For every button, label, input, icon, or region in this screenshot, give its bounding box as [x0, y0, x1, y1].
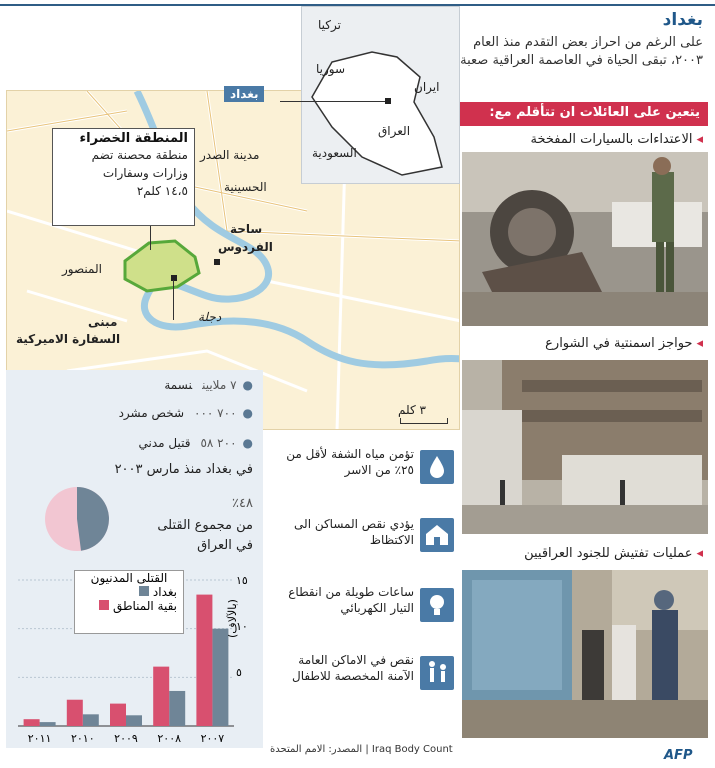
label-scale: ٣ كلم: [398, 403, 426, 417]
label-mansour: المنصور: [62, 262, 102, 276]
stat-population: ●٧ ملاييننسمة: [164, 378, 253, 392]
icon-text-water: تؤمن مياه الشفة لأقل من ٢٥٪ من الاسر: [286, 447, 414, 477]
afp-logo: AFP: [664, 748, 693, 763]
pie-slice-baghdad: [77, 487, 109, 551]
chart-legend: [74, 570, 184, 634]
bar-rest-3: [67, 700, 83, 726]
inset-label-syria: سوريا: [316, 62, 346, 76]
bar-rest-2: [110, 704, 126, 726]
pie-percent: ٤٨٪: [232, 496, 253, 511]
inset-label-iran: ايران: [414, 80, 440, 94]
x-tick-label: ٢٠٠٩: [114, 732, 138, 745]
page-title: بغداد: [662, 10, 703, 30]
bar-baghdad-3: [83, 714, 99, 726]
pie-text-2: في العراق: [197, 538, 253, 553]
inset-baghdad-marker: [385, 98, 391, 104]
green-zone-line1: منطقة محصنة تضم: [91, 148, 188, 162]
inset-label-turkey: تركيا: [318, 18, 341, 32]
chart-title: القتلى المدنيون: [90, 571, 168, 585]
icon-text-power: ساعات طويلة من انقطاع التيار الكهربائي: [288, 585, 414, 615]
pie-chart: [42, 484, 112, 558]
x-tick-label: ٢٠٠٧: [200, 732, 225, 745]
inset-leader-line: [280, 101, 385, 102]
bar-baghdad-1: [169, 691, 185, 726]
water-drop-icon: [420, 450, 454, 484]
bar-rest-1: [153, 667, 169, 726]
children-icon: [420, 656, 454, 690]
pie-text-1: من مجموع القتلى: [157, 518, 253, 533]
inset-label-iraq: العراق: [378, 124, 411, 138]
green-zone-title: المنطقة الخضراء: [79, 131, 188, 146]
embassy-leader-line: [173, 280, 174, 320]
green-zone-area: ١٤،٥ كلم٢: [136, 184, 188, 198]
photo-checkpoint: [462, 570, 708, 738]
bar-baghdad-4: [40, 722, 56, 726]
label-firdos-2: الفردوس: [218, 240, 273, 254]
chart-x-labels: [28, 732, 225, 745]
challenges-bar: يتعين على العائلات ان تتأقلم مع:: [460, 102, 708, 126]
legend-item-baghdad: بغداد: [75, 585, 183, 599]
label-tigris: دجلة: [198, 310, 222, 324]
bar-rest-4: [24, 719, 40, 726]
scale-bar: [400, 418, 448, 424]
source-line: المصدر: الامم المتحدة | Iraq Body Count: [270, 744, 453, 755]
x-tick-label: ٢٠١٠: [70, 732, 95, 745]
y-axis-label: (بالآلاف): [226, 599, 239, 638]
label-husseiniya: الحسينية: [224, 180, 267, 194]
baghdad-tag: بغداد: [224, 86, 264, 102]
caption-barriers: ◂حواجز اسمنتية في الشوارع: [545, 336, 703, 351]
label-embassy-2: السفارة الاميركية: [16, 332, 121, 346]
green-zone-line2: وزارات وسفارات: [102, 166, 188, 180]
green-zone-leader-line: [150, 226, 151, 250]
stat-civilians-killed: ●٢٠٠ ٥٨قتيل مدني: [138, 436, 253, 450]
stat-displaced: ●٧٠٠ ٠٠٠شخص مشرد: [118, 406, 253, 420]
y-tick-15: ١٥: [236, 574, 248, 587]
embassy-marker: [171, 275, 177, 281]
inset-label-saudi: السعودية: [312, 146, 357, 160]
green-zone-callout: [52, 128, 195, 226]
y-tick-5: ٥: [236, 666, 242, 679]
y-tick-10: ١٠: [236, 620, 248, 633]
caption-car-bombs: ◂الاعتداءات بالسيارات المفخخة: [530, 132, 703, 147]
label-embassy-1: مبنى: [88, 315, 118, 329]
stat-since-note: في بغداد منذ مارس ٢٠٠٣: [114, 462, 253, 477]
label-firdos-1: ساحة: [230, 222, 263, 236]
label-sadr-city: مدينة الصدر: [200, 148, 260, 162]
lightbulb-icon: [420, 588, 454, 622]
caption-checkpoints: ◂عمليات تفتيش للجنود العراقيين: [524, 546, 703, 561]
photo-barriers: [462, 360, 708, 534]
intro-text: على الرغم من احراز بعض التقدم منذ العام ٢٠٠٣، تبقى الحياة في العاصمة العراقية صعبة: [460, 35, 703, 68]
bar-baghdad-2: [126, 715, 142, 726]
bar-baghdad-0: [212, 629, 228, 726]
green-zone-area: [125, 241, 199, 291]
x-tick-label: ٢٠١١: [27, 732, 52, 745]
firdos-marker: [214, 259, 220, 265]
bar-rest-0: [196, 595, 212, 726]
legend-item-rest: بقية المناطق: [75, 599, 183, 613]
house-icon: [420, 518, 454, 552]
photo-car-bomb: [462, 152, 708, 326]
icon-text-housing: يؤدي نقص المساكن الى الاكتظاظ: [294, 517, 414, 547]
x-tick-label: ٢٠٠٨: [157, 732, 182, 745]
icon-text-children: نقص في الاماكن العامة الآمنة المخصصة للاطفال: [291, 653, 414, 683]
